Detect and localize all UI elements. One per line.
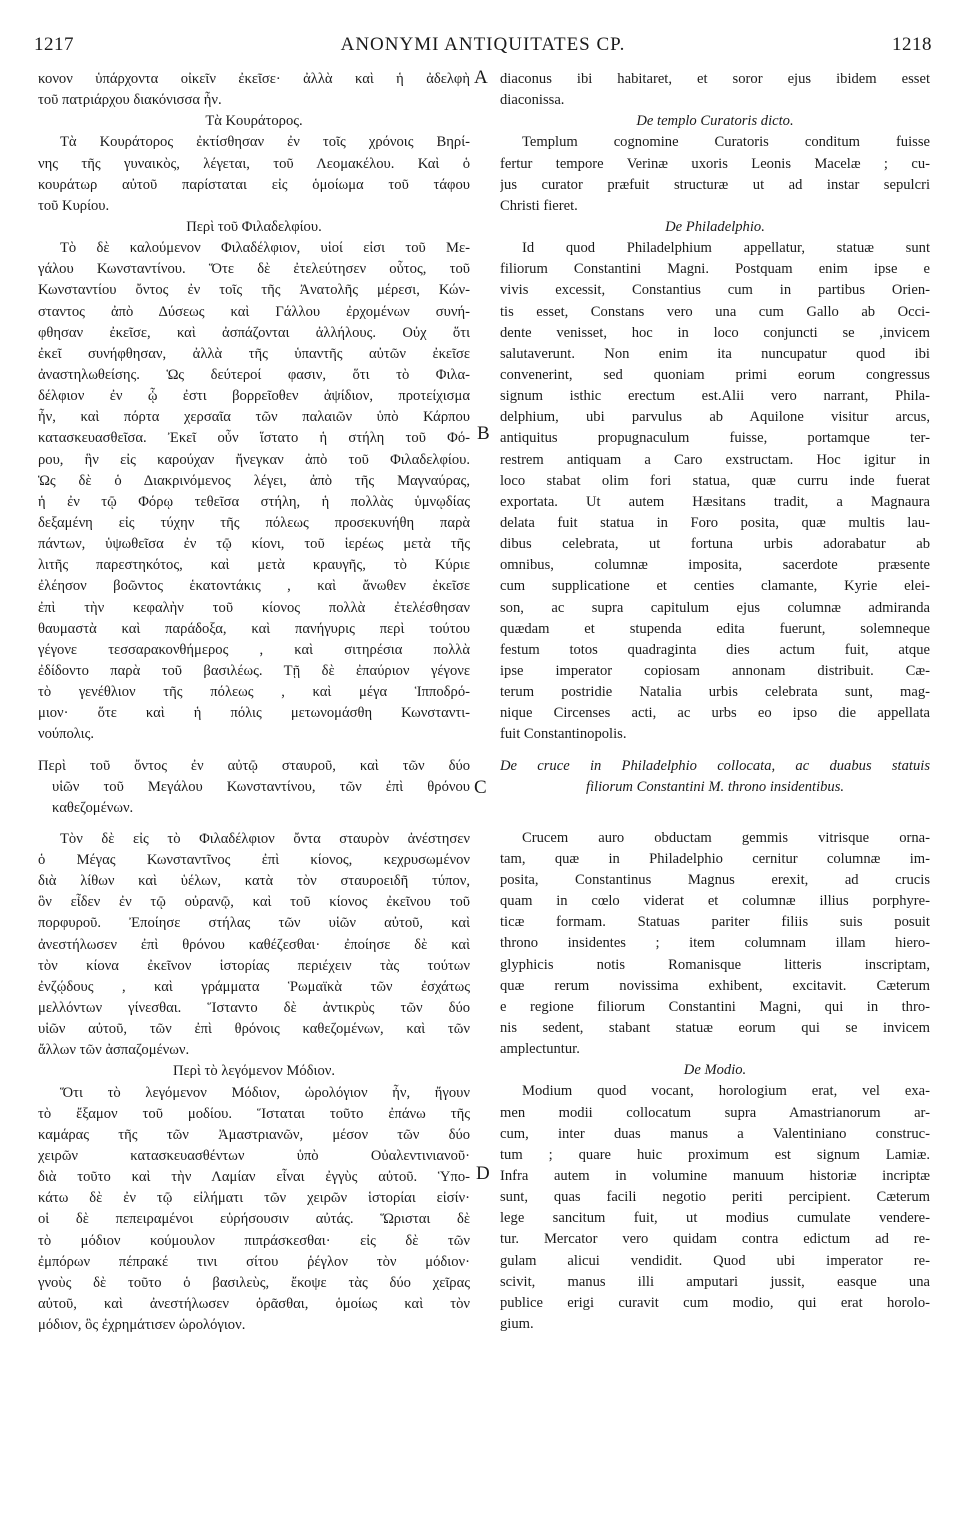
greek-line: τοῦ Κυρίου. (38, 197, 110, 214)
latin-line: vivis excessit, Constantius cum in partibus Orien- (500, 282, 930, 299)
greek-line: κατασκευασθεῖσα. Ἐκεῖ οὖν ἵστατο ἡ στήλη τοῦ Φό- (38, 430, 470, 447)
latin-line: nique Circenses acti, ac urbs eo ipso die appellata (500, 705, 930, 722)
latin-line: terum postridie Natalia urbis celebrata sunt, mag- (500, 684, 930, 701)
greek-line: Τὸ δὲ καλούμενον Φιλαδέλφιον, υἱοί εἰσι τοῦ Με- (60, 240, 470, 257)
greek-line: ἐπὶ τὴν κεφαλὴν τοῦ κίονος πολλὰ ἐτελέσθησαν (38, 599, 470, 616)
latin-line: nis sedent, stabant statuæ eorum qui se invicem (500, 1020, 930, 1037)
latin-line: gulam alicui vendidit. Quod ubi imperator re- (500, 1252, 930, 1269)
greek-line: ἡ ἐν τῷ Φόρῳ τεθεῖσα στήλη, ἡ πολλὰς ὑμνῳδίας (38, 493, 470, 510)
latin-line: cum supplicatione et centies clamante, Kyrie elei- (500, 578, 930, 595)
latin-line: glyphicis notis Romanisque litteris inscriptam, (500, 956, 930, 973)
latin-line: filiorum Constantini Magni. Postquam enim ipse e (500, 261, 930, 278)
latin-line: son, ac supra capitulum ejus columnæ admiranda (500, 599, 930, 616)
greek-line: ἀνεστήλωσεν ἐπὶ θρόνου καθέζεσθαι· ἐποίησε δὲ καὶ (38, 936, 470, 953)
latin-line: signum isthic erectum est.Alii vero narrant, Phila- (500, 388, 930, 405)
running-header (34, 34, 932, 60)
greek-line: διὰ λίθων καὶ ὑέλων, κατὰ τὸν σταυροειδῆ τύπον, (38, 873, 470, 890)
latin-line: antiquitus propugnaculum fuisse, portamque ter- (500, 430, 930, 447)
greek-line: χειρῶν κατασκευασθέντων ὑπὸ Οὐαλεντινιανοῦ· (38, 1148, 470, 1165)
latin-spacer (500, 746, 930, 756)
greek-line: μελλόντων γίνεσθαι. Ἵσταντο δὲ ἀντικρὺς τῶν δύο (38, 1000, 470, 1017)
greek-spacer (38, 819, 470, 829)
latin-line: publice erigi curavit cum modio, qui erat horolo- (500, 1294, 930, 1311)
latin-line: tur. Mercator vero quidam contra edictum ad re- (500, 1231, 930, 1248)
page-number-right: 1218 (892, 34, 932, 55)
greek-line: Ὅτι τὸ λεγόμενον Μόδιον, ὡρολόγιον ἦν, ἤγουν (60, 1084, 470, 1101)
greek-line: διὰ τοῦτο καὶ τὴν Λαμίαν εἶναι ἐγγὺς αὐτοῦ. Ὑπο- (38, 1169, 470, 1186)
latin-line: festum totos quadraginta dies actum fuit, atque (500, 641, 930, 658)
latin-spacer (500, 798, 930, 828)
greek-line: μιον· ὅτε καὶ ἡ πόλις μετωνομάσθη Κωνσταντι- (38, 705, 470, 722)
latin-line: gium. (500, 1316, 534, 1333)
greek-column (38, 69, 470, 1336)
greek-line: τὸ ἔξαμον τοῦ μοδίου. Ἵσταται τοῦτο ἐπάνω τῆς (38, 1105, 470, 1122)
latin-line: tis esset, Constans vero una cum Gallo ab Occi- (500, 303, 930, 320)
latin-line: throno insidentes ; item columnam illam hiero- (500, 935, 930, 952)
margin-letter-c: C (474, 777, 487, 798)
latin-line: delata fuit statua in Foro posita, quæ multis lau- (500, 514, 930, 531)
greek-line: ἄλλων τῶν ἀσπαζομένων. (38, 1042, 190, 1059)
greek-line: τοῦ πατριάρχου διακόνισσα ἦν. (38, 92, 222, 109)
latin-line: quam in cœlo viderat et columnæ illius porphyre- (500, 893, 930, 910)
latin-line: jus curator præfuit structuræ ut ad instar sepulcri (500, 176, 930, 193)
latin-line: De cruce in Philadelphio collocata, ac duabus statuis (500, 757, 930, 774)
greek-line: ἐδίδοντο παρὰ τοῦ βασιλέως. Τῇ δὲ ἐπαύριον γέγονε (38, 662, 470, 679)
greek-line: Τὰ Κουράτορος ἐκτίσθησαν ἐν τοῖς χρόνοις Βηρί- (60, 134, 470, 151)
greek-line: Περὶ τοῦ ὄντος ἐν αὐτῷ σταυροῦ, καὶ τῶν δύο (38, 757, 470, 774)
latin-line: lege sancitum fuit, ut modius cumulate vendere- (500, 1210, 930, 1227)
latin-line: Modium quod vocant, horologium erat, vel exa- (522, 1083, 930, 1100)
latin-line: restrem antiquam a Caro exstructam. Hoc igitur in (500, 451, 930, 468)
greek-line: οἱ δὲ πεπειραμένοι εὑρήσουσιν αὐτάς. Ὥρισται δὲ (38, 1211, 470, 1228)
greek-line: τὸ γενέθλιον τῆς πόλεως , καὶ μέγα Ἱπποδρό- (38, 684, 470, 701)
greek-line: νης τῆς γυναικὸς, λέγεται, τοῦ Λεομακέλου. Καὶ ὁ (38, 155, 470, 172)
latin-line: De Philadelphio. (665, 218, 765, 235)
greek-line: ἦν, καὶ πόρτα χερσαῖα τῶν παλαιῶν ὑπὸ Κάρπου (38, 409, 470, 426)
latin-line: scivit, manus illi amputari jussit, easque una (500, 1273, 930, 1290)
greek-line: νούπολις. (38, 726, 95, 743)
latin-line: filiorum Constantini M. throno insidentibus. (585, 778, 845, 795)
greek-line: Περὶ τὸ λεγόμενον Μόδιον. (173, 1063, 335, 1080)
greek-line: ἀναστηλωθείσης. Ὡς δεύτεροί φασιν, ὅτι τὸ Φιλα- (38, 366, 470, 383)
page-number-left: 1217 (34, 34, 74, 55)
latin-line: omnibus, columnæ imposita, sacerdote præsente (500, 557, 930, 574)
greek-line: γέγονε τεσσαρακονθήμερος , καὶ σιτηρέσια πολλὰ (38, 641, 470, 658)
greek-line: καθεζομένων. (52, 799, 134, 816)
greek-line: θαυμαστὰ καὶ παράδοξα, καὶ πανήγυρις περὶ τούτου (38, 620, 470, 637)
latin-line: posita, Constantinus Magnus erexit, ad crucis (500, 872, 930, 889)
greek-spacer (38, 746, 470, 756)
greek-line: κάτω δὲ ἐν τῷ εἰλήματι τῶν χειρῶν ἱστορίαι εἰσίν· (38, 1190, 470, 1207)
latin-line: e regione filiorum Constantini Magni, qui in thro- (500, 998, 930, 1015)
latin-line: Crucem auro obductam gemmis vitrisque orna- (522, 829, 930, 846)
greek-line: υἱῶν αὐτοῦ, τῶν ἐπὶ θρόνοις καθεζομένων, καὶ τῶν (38, 1021, 470, 1038)
latin-line: De templo Curatoris dicto. (636, 113, 794, 130)
latin-line: diaconus ibi habitaret, et soror ejus ibidem esset (500, 71, 930, 87)
greek-line: Τὰ Κουράτορος. (205, 113, 303, 130)
greek-line: δέλφιον ἐν ᾧ ἐστι βορρεῖοθεν ἀψίδιον, προτείχισμα (38, 388, 470, 405)
latin-line: De Modio. (683, 1062, 747, 1079)
greek-line: γάλου Κωνσταντίνου. Ὅτε δὲ ἐτελεύτησεν οὗτος, τοῦ (38, 261, 470, 278)
latin-line: salutaverunt. Non enim ita nuncupatur quod ibi (500, 345, 930, 362)
greek-line: ἐκεῖ συνήφθησαν, ἀλλὰ τῆς ὑπαντῆς αὐτῶν ἐκεῖσε (38, 345, 470, 362)
latin-line: fertur tempore Verinæ uxoris Leonis Macelæ ; cu- (500, 155, 930, 172)
latin-line: delphium, ubi parvulus ab Aquilone visitur arcus, (500, 409, 930, 426)
latin-line: quæ rerum novissima exhibent, excitavit. Cæterum (500, 977, 930, 994)
greek-line: Τὸν δὲ εἰς τὸ Φιλαδέλφιον ὄντα σταυρὸν ἀνέστησεν (60, 830, 470, 847)
latin-line: Templum cognomine Curatoris conditum fuisse (522, 134, 930, 151)
greek-line: φθησαν ἐκεῖσε, καὶ ἀσπάζονται ἀλλήλους. Οὐχ ὅτι (38, 324, 470, 341)
greek-line: Ὡς δὲ ὁ Διακρινόμενος λέγει, ἀπὸ τῆς Μαγναύρας, (38, 472, 470, 489)
greek-line: ἐλέησον βοῶντος ἑκατοντάκις , καὶ ἄνωθεν ἐκεῖσε (38, 578, 470, 595)
latin-line: Christi fieret. (500, 197, 578, 214)
latin-line: amplectuntur. (500, 1041, 580, 1058)
latin-line: exportata. Ut autem Hæsitans tradit, a Magnaura (500, 493, 930, 510)
greek-line: υἱῶν τοῦ Μεγάλου Κωνσταντίνου, τῶν ἐπὶ θρόνου (52, 778, 470, 795)
greek-line: τὸν κίονα ἐκεῖνον ἱστορίας περιέχειν τὰς τούτων (38, 957, 470, 974)
latin-line: convenerint, sed quoniam primi eorum congressus (500, 366, 930, 383)
greek-line: μόδιον, ὃς ἐχρημάτισεν ὡρολόγιον. (38, 1317, 246, 1334)
greek-line: πορφυροῦ. Ἐποίησε στήλας τῶν υἱῶν αὐτοῦ, καὶ (38, 915, 470, 932)
margin-letter-a: A (474, 67, 488, 88)
latin-line: dibus celebrata, ut fortuna urbis adorabatur ab (500, 536, 930, 553)
greek-line: γνοὺς δὲ τοῦτο ὁ βασιλεὺς, ἔκοψε τὰς δύο χεῖρας (38, 1274, 470, 1291)
greek-line: ἐνζῴδους , καὶ γράμματα Ῥωμαϊκὰ τῶν ἐσχάτως (38, 978, 470, 995)
margin-letter-d: D (476, 1163, 490, 1184)
latin-line: sunt, quas facili negotio periti percipient. Cæterum (500, 1189, 930, 1206)
greek-line: κουράτωρ αὐτοῦ παρίσταται εἰς ὁμοίωμα τοῦ τάφου (38, 176, 470, 193)
greek-line: πάντων, ὑψωθεῖσα ἐν τῷ κίονι, τοῦ ἱερέως μετὰ τῆς (38, 536, 470, 553)
latin-line: loco stabat olim fori statua, quæ curru inde fuerat (500, 472, 930, 489)
latin-line: diaconissa. (500, 92, 565, 109)
margin-letter-b: B (477, 423, 490, 444)
latin-column (500, 69, 930, 1335)
greek-line: σταντος ἀπὸ Δύσεως καὶ Γάλλου ἐρχομένων συνή- (38, 303, 470, 320)
latin-line: men modii collocatum supra Amastrianorum ar- (500, 1104, 930, 1121)
greek-line: κονον ὑπάρχοντα οἰκεῖν ἐκεῖσε· ἀλλὰ καὶ ἡ ἀδελφὴ (38, 71, 470, 87)
latin-line: quædam et stupenda edita fuerunt, solemneque (500, 620, 930, 637)
greek-line: αὐτοῦ, καὶ ἀνεστήλωσεν ὁρᾶσθαι, ὁμοίως καὶ τὸν (38, 1296, 470, 1313)
latin-line: ipse imperator copiosam annonam distribuit. Cæ- (500, 662, 930, 679)
latin-line: Infra autem in volumine manuum historiæ incriptæ (500, 1168, 930, 1185)
latin-line: ticæ formam. Statuas pariter filiis suis posuit (500, 914, 930, 931)
greek-line: λιτῆς παρεστηκότος, καὶ μετὰ κραυγῆς, τὸ Κύριε (38, 557, 470, 574)
greek-line: τὸ μόδιον κούμουλον πιπράσκεσθαι· εἰς δὲ τῶν (38, 1232, 470, 1249)
greek-line: ἐμπόρων πέπρακέ τινι σίτου ῥέγλον τὸν μόδιον· (38, 1253, 470, 1270)
latin-line: cum, inter duas manus a Valentiniano construc- (500, 1125, 930, 1142)
greek-line: ὃν εἶδεν ἐν τῷ οὐρανῷ, καὶ τοῦ κίονος ἐκεῖνου τοῦ (38, 894, 470, 911)
latin-line: tum ; quare huic proximum est signum Lamiæ. (500, 1146, 930, 1163)
greek-line: Περὶ τοῦ Φιλαδελφίου. (186, 218, 322, 235)
latin-line: dente venisset, hoc in loco conjuncti se ,invicem (500, 324, 930, 341)
greek-line: Κωνσταντίου ὄντος ἐν τοῖς τῆς Ἀνατολῆς μέρεσι, Κών- (38, 282, 470, 299)
latin-line: fuit Constantinopolis. (500, 726, 627, 743)
greek-line: ὁ Μέγας Κωνσταντῖνος ἐπὶ κίονος, κεχρυσωμένον (38, 852, 470, 869)
greek-line: δεξαμένη εἰς τύχην τῆς πόλεως προσεκυνήθη παρὰ (38, 514, 470, 531)
latin-line: Id quod Philadelphium appellatur, statuæ sunt (522, 240, 930, 257)
greek-line: ρου, ἣν εἰς καρούχαν ἤνεγκαν ἀπὸ τοῦ Φιλαδελφίου. (38, 451, 470, 468)
running-title: ANONYMI ANTIQUITATES CP. (340, 34, 626, 55)
latin-line: tam, quæ in Philadelphio cernitur columnæ im- (500, 850, 930, 867)
greek-line: καμάρας τῆς τῶν Ἀμαστριανῶν, μέσον τῶν δύο (38, 1126, 470, 1143)
